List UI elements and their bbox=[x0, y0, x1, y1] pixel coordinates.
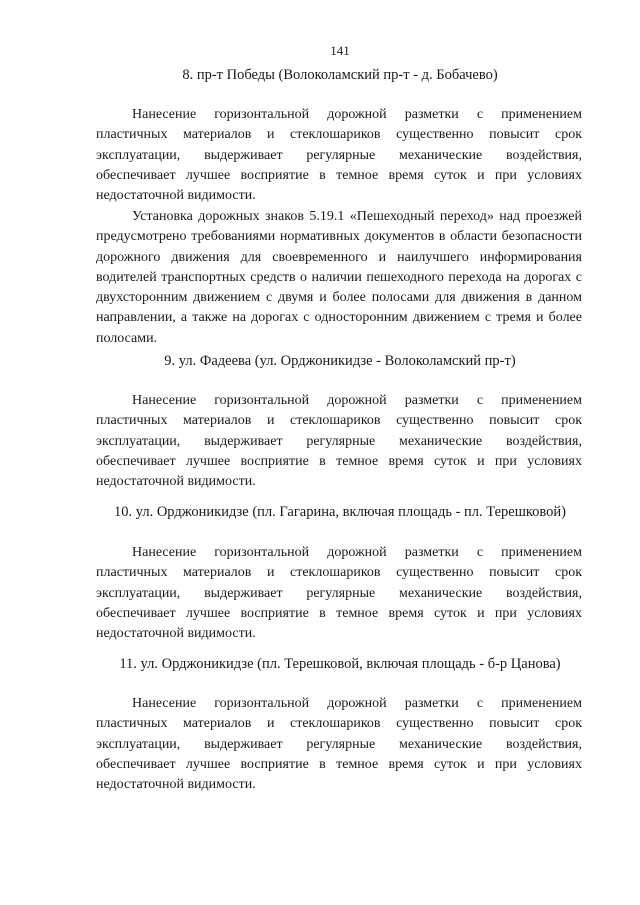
section-heading-9: 9. ул. Фадеева (ул. Орджоникидзе - Волоколамский пр-т) bbox=[164, 353, 516, 369]
section-heading-8: 8. пр-т Победы (Волоколамский пр-т - д. Бобачево) bbox=[182, 67, 498, 83]
section-9-paragraph-1: Нанесение горизонтальной дорожной разметки с применением пластичных материалов и стеклошариков существенно повысит срок эксплуатации, выдерживает регулярные механические воздействия, обеспечивает лучшее восприятие в темное время суток и при условиях недостаточной видимости. bbox=[96, 393, 582, 490]
page-number: 141 bbox=[330, 43, 350, 58]
section-11-paragraph-1: Нанесение горизонтальной дорожной разметки с применением пластичных материалов и стеклошариков существенно повысит срок эксплуатации, выдерживает регулярные механические воздействия, обеспечивает лучшее восприятие в темное время суток и при условиях недостаточной видимости. bbox=[96, 696, 582, 793]
section-8-paragraph-2: Установка дорожных знаков 5.19.1 «Пешеходный переход» над проезжей предусмотрено требованиями нормативных документов в области безопасности дорожного движения для своевременного и наилучшего информирования водителей транспортных средств о наличии пешеходного перехода на дорогах с двухсторонним движением с двумя и более полосами для движения в данном направлении, а также на дорогах с односторонним движением с тремя и более полосами. bbox=[96, 209, 582, 346]
section-8-paragraph-1: Нанесение горизонтальной дорожной разметки с применением пластичных материалов и стеклошариков существенно повысит срок эксплуатации, выдерживает регулярные механические воздействия, обеспечивает лучшее восприятие в темное время суток и при условиях недостаточной видимости. bbox=[96, 107, 582, 204]
section-heading-11: 11. ул. Орджоникидзе (пл. Терешковой, включая площадь - б-р Цанова) bbox=[119, 656, 561, 672]
section-10-paragraph-1: Нанесение горизонтальной дорожной разметки с применением пластичных материалов и стеклошариков существенно повысит срок эксплуатации, выдерживает регулярные механические воздействия, обеспечивает лучшее восприятие в темное время суток и при условиях недостаточной видимости. bbox=[96, 545, 582, 642]
section-heading-10: 10. ул. Орджоникидзе (пл. Гагарина, включая площадь - пл. Терешковой) bbox=[113, 504, 567, 520]
